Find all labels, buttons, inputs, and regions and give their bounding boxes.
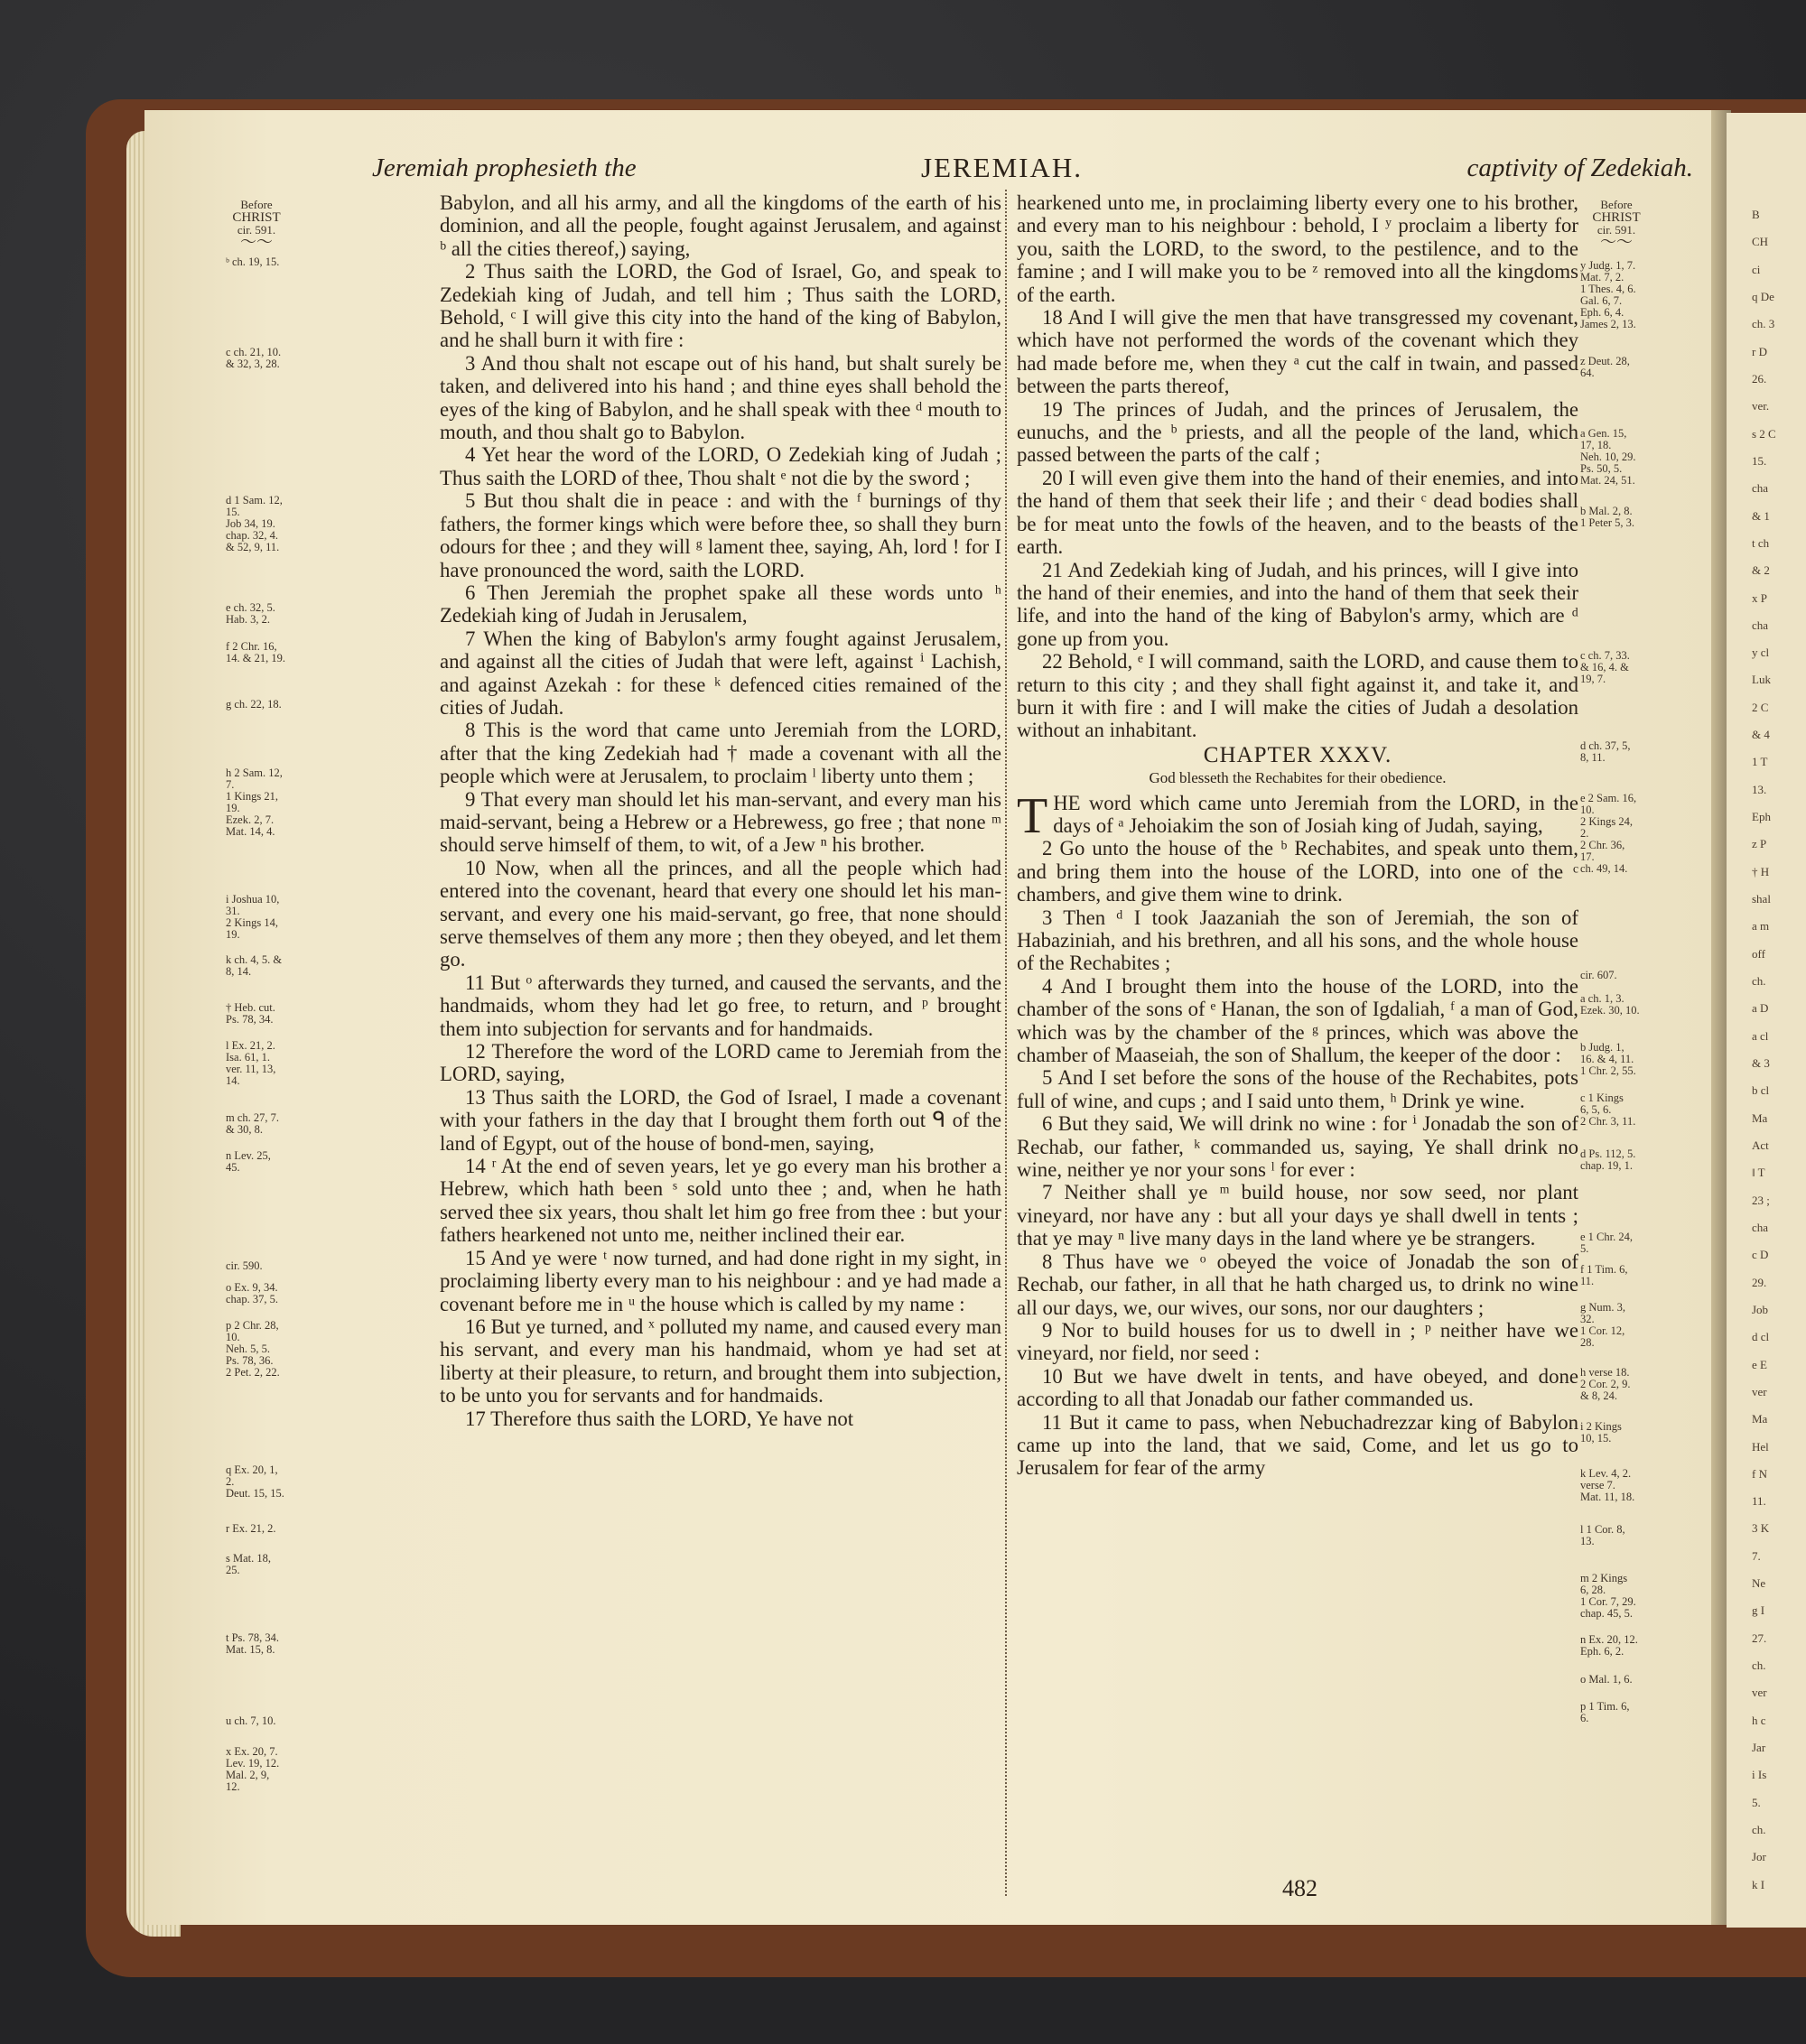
adjacent-page-fragment-text: Jar <box>1752 1741 1766 1755</box>
before-christ-right <box>1580 198 1652 251</box>
adjacent-page-fragment-text: k I <box>1752 1877 1765 1891</box>
before-label: Before <box>1600 198 1633 211</box>
margin-note: c ch. 21, 10. & 32, 3, 28. <box>226 346 282 370</box>
margin-note: l Ex. 21, 2. Isa. 61, 1. ver. 11, 13, 14. <box>226 1039 276 1087</box>
margin-note: o Mal. 1, 6. <box>1580 1673 1633 1686</box>
running-head <box>144 153 1716 190</box>
adjacent-page-fragment-text: Job <box>1752 1302 1769 1316</box>
adjacent-page-fragment-text: e E <box>1752 1357 1767 1371</box>
verse-paragraph: 17 Therefore thus saith the LORD, Ye have not <box>465 1407 854 1430</box>
margin-note: s Mat. 18, 25. <box>226 1552 271 1576</box>
margin-note: h 2 Sam. 12, 7. 1 Kings 21, 19. Ezek. 2, 7. Mat. 14, 4. <box>226 766 283 838</box>
adjacent-page-fragment-text: † H <box>1752 864 1770 878</box>
margin-note: y Judg. 1, 7. Mat. 7, 2. 1 Thes. 4, 6. Gal. 6, 7. Eph. 6, 4. James 2, 13. <box>1580 259 1636 330</box>
adjacent-page-fragment-text: 23 ; <box>1752 1193 1770 1207</box>
adjacent-page-fragment-text: r D <box>1752 344 1767 358</box>
adjacent-page-fragment-text: 13. <box>1752 782 1767 796</box>
adjacent-page-fragment-text: ch. <box>1752 1823 1766 1837</box>
margin-note: h verse 18. 2 Cor. 2, 9. & 8, 24. <box>1580 1366 1631 1402</box>
column-divider <box>1005 190 1010 1896</box>
margin-note: r Ex. 21, 2. <box>226 1522 276 1535</box>
adjacent-page-fragment-text: i Is <box>1752 1768 1767 1782</box>
adjacent-page-fragment-text: & 4 <box>1752 728 1770 742</box>
margin-note: a Gen. 15, 17, 18. Neh. 10, 29. Ps. 50, 5. Mat. 24, 51. <box>1580 427 1636 487</box>
margin-note: g Num. 3, 32. 1 Cor. 12, 28. <box>1580 1301 1625 1349</box>
verse-paragraph: 5 But thou shalt die in peace : and with the ᶠ burnings of thy fathers, the former kings which were before thee, so shall they burn odours for thee ; and they will ᵍ lament thee, saying, Ah, lord ! for I have pronounced the word, saith the LORD. <box>440 489 1001 581</box>
adjacent-page-fragment-text: b cl <box>1752 1083 1770 1098</box>
adjacent-page-fragment-text: a m <box>1752 919 1770 934</box>
adjacent-page-fragment-text: 1 T <box>1752 755 1768 769</box>
margin-note: c 1 Kings 6, 5, 6. 2 Chr. 3, 11. <box>1580 1092 1636 1128</box>
margin-note: c ch. 7, 33. & 16, 4. & 19, 7. <box>1580 649 1630 685</box>
adjacent-page-fragment-text: y cl <box>1752 646 1770 660</box>
adjacent-page-fragment-text: cha <box>1752 618 1769 632</box>
adjacent-page-fragment-text: ver. <box>1752 399 1770 413</box>
margin-note: e 2 Sam. 16, 10. 2 Kings 24, 2. 2 Chr. 36, 17. ch. 49, 14. <box>1580 792 1637 875</box>
adjacent-page-fragment-text: 27. <box>1752 1631 1767 1645</box>
adjacent-page-fragment-text: shal <box>1752 892 1771 906</box>
margin-note: † Heb. cut. Ps. 78, 34. <box>226 1001 275 1026</box>
opening-text: HE word which came unto Jeremiah from the LORD, in the days of ᵃ Jehoiakim the son of Josiah king of Judah, saying, <box>1053 791 1578 837</box>
adjacent-page-fragment-text: 3 K <box>1752 1521 1770 1536</box>
margin-note: k ch. 4, 5. & 8, 14. <box>226 953 283 978</box>
ornament-icon: 〜〜 <box>240 233 273 251</box>
verse-paragraph: 3 Then ᵈ I took Jaazaniah the son of Jeremiah, the son of Habaziniah, and his brethren, and all his sons, and the whole house of the Rechabites ; <box>1017 906 1578 975</box>
adjacent-page-fragment-text: Ne <box>1752 1576 1766 1591</box>
margin-note: m ch. 27, 7. & 30, 8. <box>226 1111 280 1136</box>
adjacent-page-fragment-text: Act <box>1752 1138 1769 1152</box>
verse-paragraph: 5 And I set before the sons of the house of the Rechabites, pots full of wine, and cups ; and I said unto them, ʰ Drink ye wine. <box>1017 1066 1578 1112</box>
margin-note: k Lev. 4, 2. verse 7. Mat. 11, 18. <box>1580 1467 1635 1503</box>
adjacent-page-fragment-text: Hel <box>1752 1439 1769 1454</box>
margin-note: cir. 590. <box>226 1259 263 1272</box>
adjacent-page-fragment-text: x P <box>1752 590 1767 605</box>
adjacent-page-fragment-text: d cl <box>1752 1330 1770 1344</box>
margin-note: q Ex. 20, 1, 2. Deut. 15, 15. <box>226 1463 284 1500</box>
margin-note: p 1 Tim. 6, 6. <box>1580 1700 1630 1724</box>
bible-page <box>144 110 1716 1925</box>
adjacent-page-fragment-text: 26. <box>1752 371 1767 386</box>
margin-note: n Ex. 20, 12. Eph. 6, 2. <box>1580 1633 1638 1658</box>
running-head-right: captivity of Zedekiah. <box>1466 153 1693 182</box>
column-right <box>1017 191 1578 1480</box>
margin-note: ᵇ ch. 19, 15. <box>226 256 280 268</box>
chapter-summary: God blesseth the Rechabites for their obedience. <box>1149 769 1447 787</box>
christ-label: CHRIST <box>232 210 281 225</box>
adjacent-page-fragment-text: a cl <box>1752 1028 1769 1043</box>
adjacent-page-fragment-text: f N <box>1752 1466 1767 1481</box>
margin-note: l 1 Cor. 8, 13. <box>1580 1523 1625 1547</box>
adjacent-page-fragment-text: B <box>1752 208 1760 221</box>
adjacent-page-fragment-text: 11. <box>1752 1494 1766 1509</box>
adjacent-page-fragment-text: 7. <box>1752 1548 1761 1563</box>
adjacent-page-fragment-text: CH <box>1752 235 1769 249</box>
margin-note: u ch. 7, 10. <box>226 1714 276 1727</box>
margin-note: d 1 Sam. 12, 15. Job 34, 19. chap. 32, 4. & 52, 9, 11. <box>226 494 283 553</box>
verse-paragraph: 2 Go unto the house of the ᵇ Rechabites, and speak unto them, and bring them into the house of the LORD, into one of the ᶜ chambers, and give them wine to drink. <box>1017 837 1578 906</box>
margin-note: i Joshua 10, 31. 2 Kings 14, 19. <box>226 893 280 941</box>
ornament-icon: 〜〜 <box>1600 233 1633 251</box>
margin-note: b Mal. 2, 8. 1 Peter 5, 3. <box>1580 505 1635 529</box>
circa-date: cir. 591. <box>1597 223 1636 237</box>
adjacent-page-fragment-text: Ma <box>1752 1110 1768 1125</box>
margin-note: f 1 Tim. 6, 11. <box>1580 1263 1628 1287</box>
verse-paragraph: 3 And thou shalt not escape out of his hand, but shalt surely be taken, and delivered into his hand ; and thine eyes shall behold the eyes of the king of Babylon, and he shall speak with thee ᵈ mouth to mouth, and thou shalt go to Babylon. <box>440 351 1001 444</box>
circa-date: cir. 591. <box>237 223 276 237</box>
page-number: 482 <box>1282 1875 1317 1901</box>
adjacent-page-fragment-text: q De <box>1752 289 1774 303</box>
verse-paragraph: 6 But they said, We will drink no wine : for ⁱ Jonadab the son of Rechab, our father, ᵏ commanded us, saying, Ye shall drink no wine, neither ye nor your sons ˡ for ever : <box>1017 1112 1578 1182</box>
adjacent-page-fragment-text: Jor <box>1752 1850 1766 1864</box>
verse-paragraph: 12 Therefore the word of the LORD came to Jeremiah from the LORD, saying, <box>440 1040 1001 1086</box>
adjacent-page-fragment-text: z P <box>1752 837 1767 851</box>
margin-note: z Deut. 28, 64. <box>1580 355 1630 379</box>
adjacent-page-fragment-text: 2 C <box>1752 700 1769 714</box>
adjacent-page-fragment-text: & 1 <box>1752 508 1770 523</box>
verse-paragraph: 19 The princes of Judah, and the princes of Jerusalem, the eunuchs, and the ᵇ priests, and all the people of the land, which passed between the parts of the calf ; <box>1017 397 1578 467</box>
verse-paragraph: 4 And I brought them into the house of the LORD, into the chamber of the sons of ᵉ Hanan, the son of Igdaliah, ᶠ a man of God, which was by the chamber of the ᵍ princes, which was above the chamber of Maaseiah, the son of Shallum, the keeper of the door : <box>1017 974 1578 1067</box>
margin-note: m 2 Kings 6, 28. 1 Cor. 7, 29. chap. 45, 5. <box>1580 1572 1636 1620</box>
margin-note: cir. 607. <box>1580 969 1617 981</box>
verse-paragraph: hearkened unto me, in proclaiming liberty every one to his brother, and every man to his neighbour : behold, I ʸ proclaim a liberty for you, saith the LORD, to the sword, to the pestilence, and to the famine ; and I will make you to be ᶻ removed into all the kingdoms of the earth. <box>1017 191 1578 306</box>
margin-note: a ch. 1, 3. Ezek. 30, 10. <box>1580 992 1640 1017</box>
adjacent-page-fragment-text: ver <box>1752 1384 1767 1398</box>
verse-paragraph: 18 And I will give the men that have transgressed my covenant, which have not performed the words of the covenant which they had made before me, when they ᵃ cut the calf in twain, and passed between the parts thereof, <box>1017 306 1578 398</box>
before-christ-left <box>224 198 289 251</box>
adjacent-page-fragment-text: s 2 C <box>1752 426 1776 441</box>
margin-note: g ch. 22, 18. <box>226 698 282 711</box>
adjacent-page-fragment-text: Eph <box>1752 810 1771 824</box>
verse-paragraph: 22 Behold, ᵉ I will command, saith the LORD, and cause them to return to this city ; and they shall fight against it, and take it, and burn it with fire : and I will make the cities of Judah a desolation without an inhabitant. <box>1017 650 1578 742</box>
verse-paragraph: 14 ʳ At the end of seven years, let ye go every man his brother a Hebrew, which hath been ˢ sold unto thee ; and, when he hath served thee six years, thou shalt let him go free from thee : but your fathers hearkened not unto me, neither inclined their ear. <box>440 1155 1001 1247</box>
adjacent-page-fragment-text: Ma <box>1752 1412 1768 1426</box>
adjacent-page-fragment <box>1727 113 1806 1928</box>
verse-paragraph: 20 I will even give them into the hand of their enemies, and into the hand of them that seek their life ; and their ᶜ dead bodies shall be for meat unto the fowls of the heaven, and to the beasts of the earth. <box>1017 466 1578 559</box>
adjacent-page-fragment-text: h c <box>1752 1713 1766 1727</box>
verse-paragraph: 7 When the king of Babylon's army fought against Jerusalem, and against all the cities of Judah that were left, against ⁱ Lachish, and against Azekah : for these ᵏ defenced cities remained of the cities of Judah. <box>440 627 1001 719</box>
margin-note: o Ex. 9, 34. chap. 37, 5. <box>226 1281 278 1305</box>
margin-note: i 2 Kings 10, 15. <box>1580 1420 1622 1445</box>
adjacent-page-fragment-text: a D <box>1752 1001 1769 1016</box>
margin-note: e ch. 32, 5. Hab. 3, 2. <box>226 601 275 626</box>
running-head-left: Jeremiah prophesieth the <box>372 153 637 182</box>
christ-label: CHRIST <box>1592 210 1641 225</box>
before-label: Before <box>240 198 273 211</box>
verse-paragraph: 13 Thus saith the LORD, the God of Israel, I made a covenant with your fathers in the day that I brought them forth out ᑫ of the land of Egypt, out of the house of bond-men, saying, <box>440 1085 1001 1155</box>
column-left <box>440 191 1001 1430</box>
adjacent-page-fragment-text: cha <box>1752 481 1769 496</box>
verse-paragraph: 11 But ᵒ afterwards they turned, and caused the servants, and the handmaids, whom they had let go free, to return, and ᵖ brought them into subjection for servants and for handmaids. <box>440 971 1001 1040</box>
adjacent-page-fragment-text: c D <box>1752 1248 1769 1262</box>
verse-paragraph: 10 But we have dwelt in tents, and have obeyed, and done according to all that Jonadab our father commanded us. <box>1017 1364 1578 1411</box>
verse-paragraph: 8 This is the word that came unto Jeremiah from the LORD, after that the king Zedekiah had † made a covenant with all the people which were at Jerusalem, to proclaim ˡ liberty unto them ; <box>440 719 1001 788</box>
verse-paragraph: 9 Nor to build houses for us to dwell in ; ᵖ neither have we vineyard, nor field, nor seed : <box>1017 1318 1578 1365</box>
verse-paragraph: 6 Then Jeremiah the prophet spake all these words unto ʰ Zedekiah king of Judah in Jerusalem, <box>440 581 1001 627</box>
verse-paragraph: 15 And ye were ᵗ now turned, and had done right in my sight, in proclaiming liberty every man to his neighbour : and ye had made a covenant before me in ᵘ the house which is called by my name : <box>440 1246 1001 1315</box>
verse-paragraph: 7 Neither shall ye ᵐ build house, nor sow seed, nor plant vineyard, nor have any : but all your days ye shall dwell in tents ; that ye may ⁿ live many days in the land where ye be strangers. <box>1017 1181 1578 1250</box>
adjacent-page-fragment-text: & 3 <box>1752 1056 1770 1070</box>
adjacent-page-fragment-text: & 2 <box>1752 563 1770 578</box>
verse-paragraph: 21 And Zedekiah king of Judah, and his princes, will I give into the hand of their enemies, and into the hand of them that seek their life, and into the hand of the king of Babylon's army, which are ᵈ gone up from you. <box>1017 558 1578 650</box>
margin-note: x Ex. 20, 7. Lev. 19, 12. Mal. 2, 9, 12. <box>226 1745 280 1793</box>
adjacent-page-fragment-text: ch. 3 <box>1752 317 1775 331</box>
running-head-title: JEREMIAH. <box>921 152 1084 183</box>
verse-paragraph: 11 But it came to pass, when Nebuchadrezzar king of Babylon came up into the land, that we said, Come, and let us go to Jerusalem for fear of the army <box>1017 1410 1578 1480</box>
adjacent-page-fragment-text: ch. <box>1752 1658 1766 1673</box>
verse-paragraph: 9 That every man should let his man-servant, and every man his maid-servant, being a Hebrew or a Hebrewess, go free ; that none ᵐ should serve himself of them, to wit, of a Jew ⁿ his brother. <box>440 787 1001 857</box>
margin-note: p 2 Chr. 28, 10. Neh. 5, 5. Ps. 78, 36. 2 Pet. 2, 22. <box>226 1319 280 1379</box>
verse-paragraph: 2 Thus saith the LORD, the God of Israel, Go, and speak to Zedekiah king of Judah, and tell him ; Thus saith the LORD, Behold, ᶜ I will give this city into the hand of the king of Babylon, and he shall burn it with fire : <box>440 260 1001 352</box>
adjacent-page-fragment-text: 29. <box>1752 1275 1767 1289</box>
adjacent-page-fragment-text: ch. <box>1752 974 1766 989</box>
verse-paragraph: 4 Yet hear the word of the LORD, O Zedekiah king of Judah ; Thus saith the LORD of thee, Thou shalt ᵉ not die by the sword ; <box>440 443 1001 489</box>
margin-note: b Judg. 1, 16. & 4, 11. 1 Chr. 2, 55. <box>1580 1041 1636 1077</box>
adjacent-page-fragment-text: g I <box>1752 1603 1765 1618</box>
chapter-heading: CHAPTER XXXV. <box>1203 742 1392 767</box>
margin-note: e 1 Chr. 24, 5. <box>1580 1231 1633 1255</box>
verse-paragraph: Babylon, and all his army, and all the kingdoms of the earth of his dominion, and all the people, fought against Jerusalem, and against ᵇ all the cities thereof,) saying, <box>440 191 1001 260</box>
margin-note: t Ps. 78, 34. Mat. 15, 8. <box>226 1631 280 1656</box>
verse-paragraph: 8 Thus have we ᵒ obeyed the voice of Jonadab the son of Rechab, our father, in all that he hath charged us, to drink no wine all our days, we, our wives, our sons, nor our daughters ; <box>1017 1250 1578 1319</box>
adjacent-page-fragment-text: ‖ T <box>1752 1166 1765 1180</box>
adjacent-page-fragment-text: Luk <box>1752 673 1771 687</box>
adjacent-page-fragment-text: 15. <box>1752 453 1767 468</box>
verse-paragraph: 10 Now, when all the princes, and all the people which had entered into the covenant, heard that every one should let his man-servant, and every one his maid-servant, go free, that none should serve themselves of them any more ; then they obeyed, and let them go. <box>440 856 1001 971</box>
drop-cap: T <box>1017 787 1048 844</box>
margin-note: d Ps. 112, 5. chap. 19, 1. <box>1580 1147 1636 1172</box>
adjacent-page-fragment-text: off <box>1752 946 1765 961</box>
adjacent-page-fragment-text: cha <box>1752 1220 1769 1234</box>
adjacent-page-fragment-text: t ch <box>1752 535 1770 550</box>
adjacent-page-fragment-text: 5. <box>1752 1795 1761 1809</box>
adjacent-page-fragment-text: ci <box>1752 262 1761 276</box>
margin-note: n Lev. 25, 45. <box>226 1149 271 1174</box>
margin-note: d ch. 37, 5, 8, 11. <box>1580 739 1631 764</box>
margin-note: f 2 Chr. 16, 14. & 21, 19. <box>226 640 285 664</box>
adjacent-page-fragment-text: ver <box>1752 1686 1767 1700</box>
verse-paragraph: 16 But ye turned, and ˣ polluted my name, and caused every man his servant, and every man his handmaid, whom ye had set at liberty at their pleasure, to return, and brought them into subjection, to be unto you for servants and for handmaids. <box>440 1315 1001 1408</box>
chapter-opening <box>1017 787 1578 844</box>
